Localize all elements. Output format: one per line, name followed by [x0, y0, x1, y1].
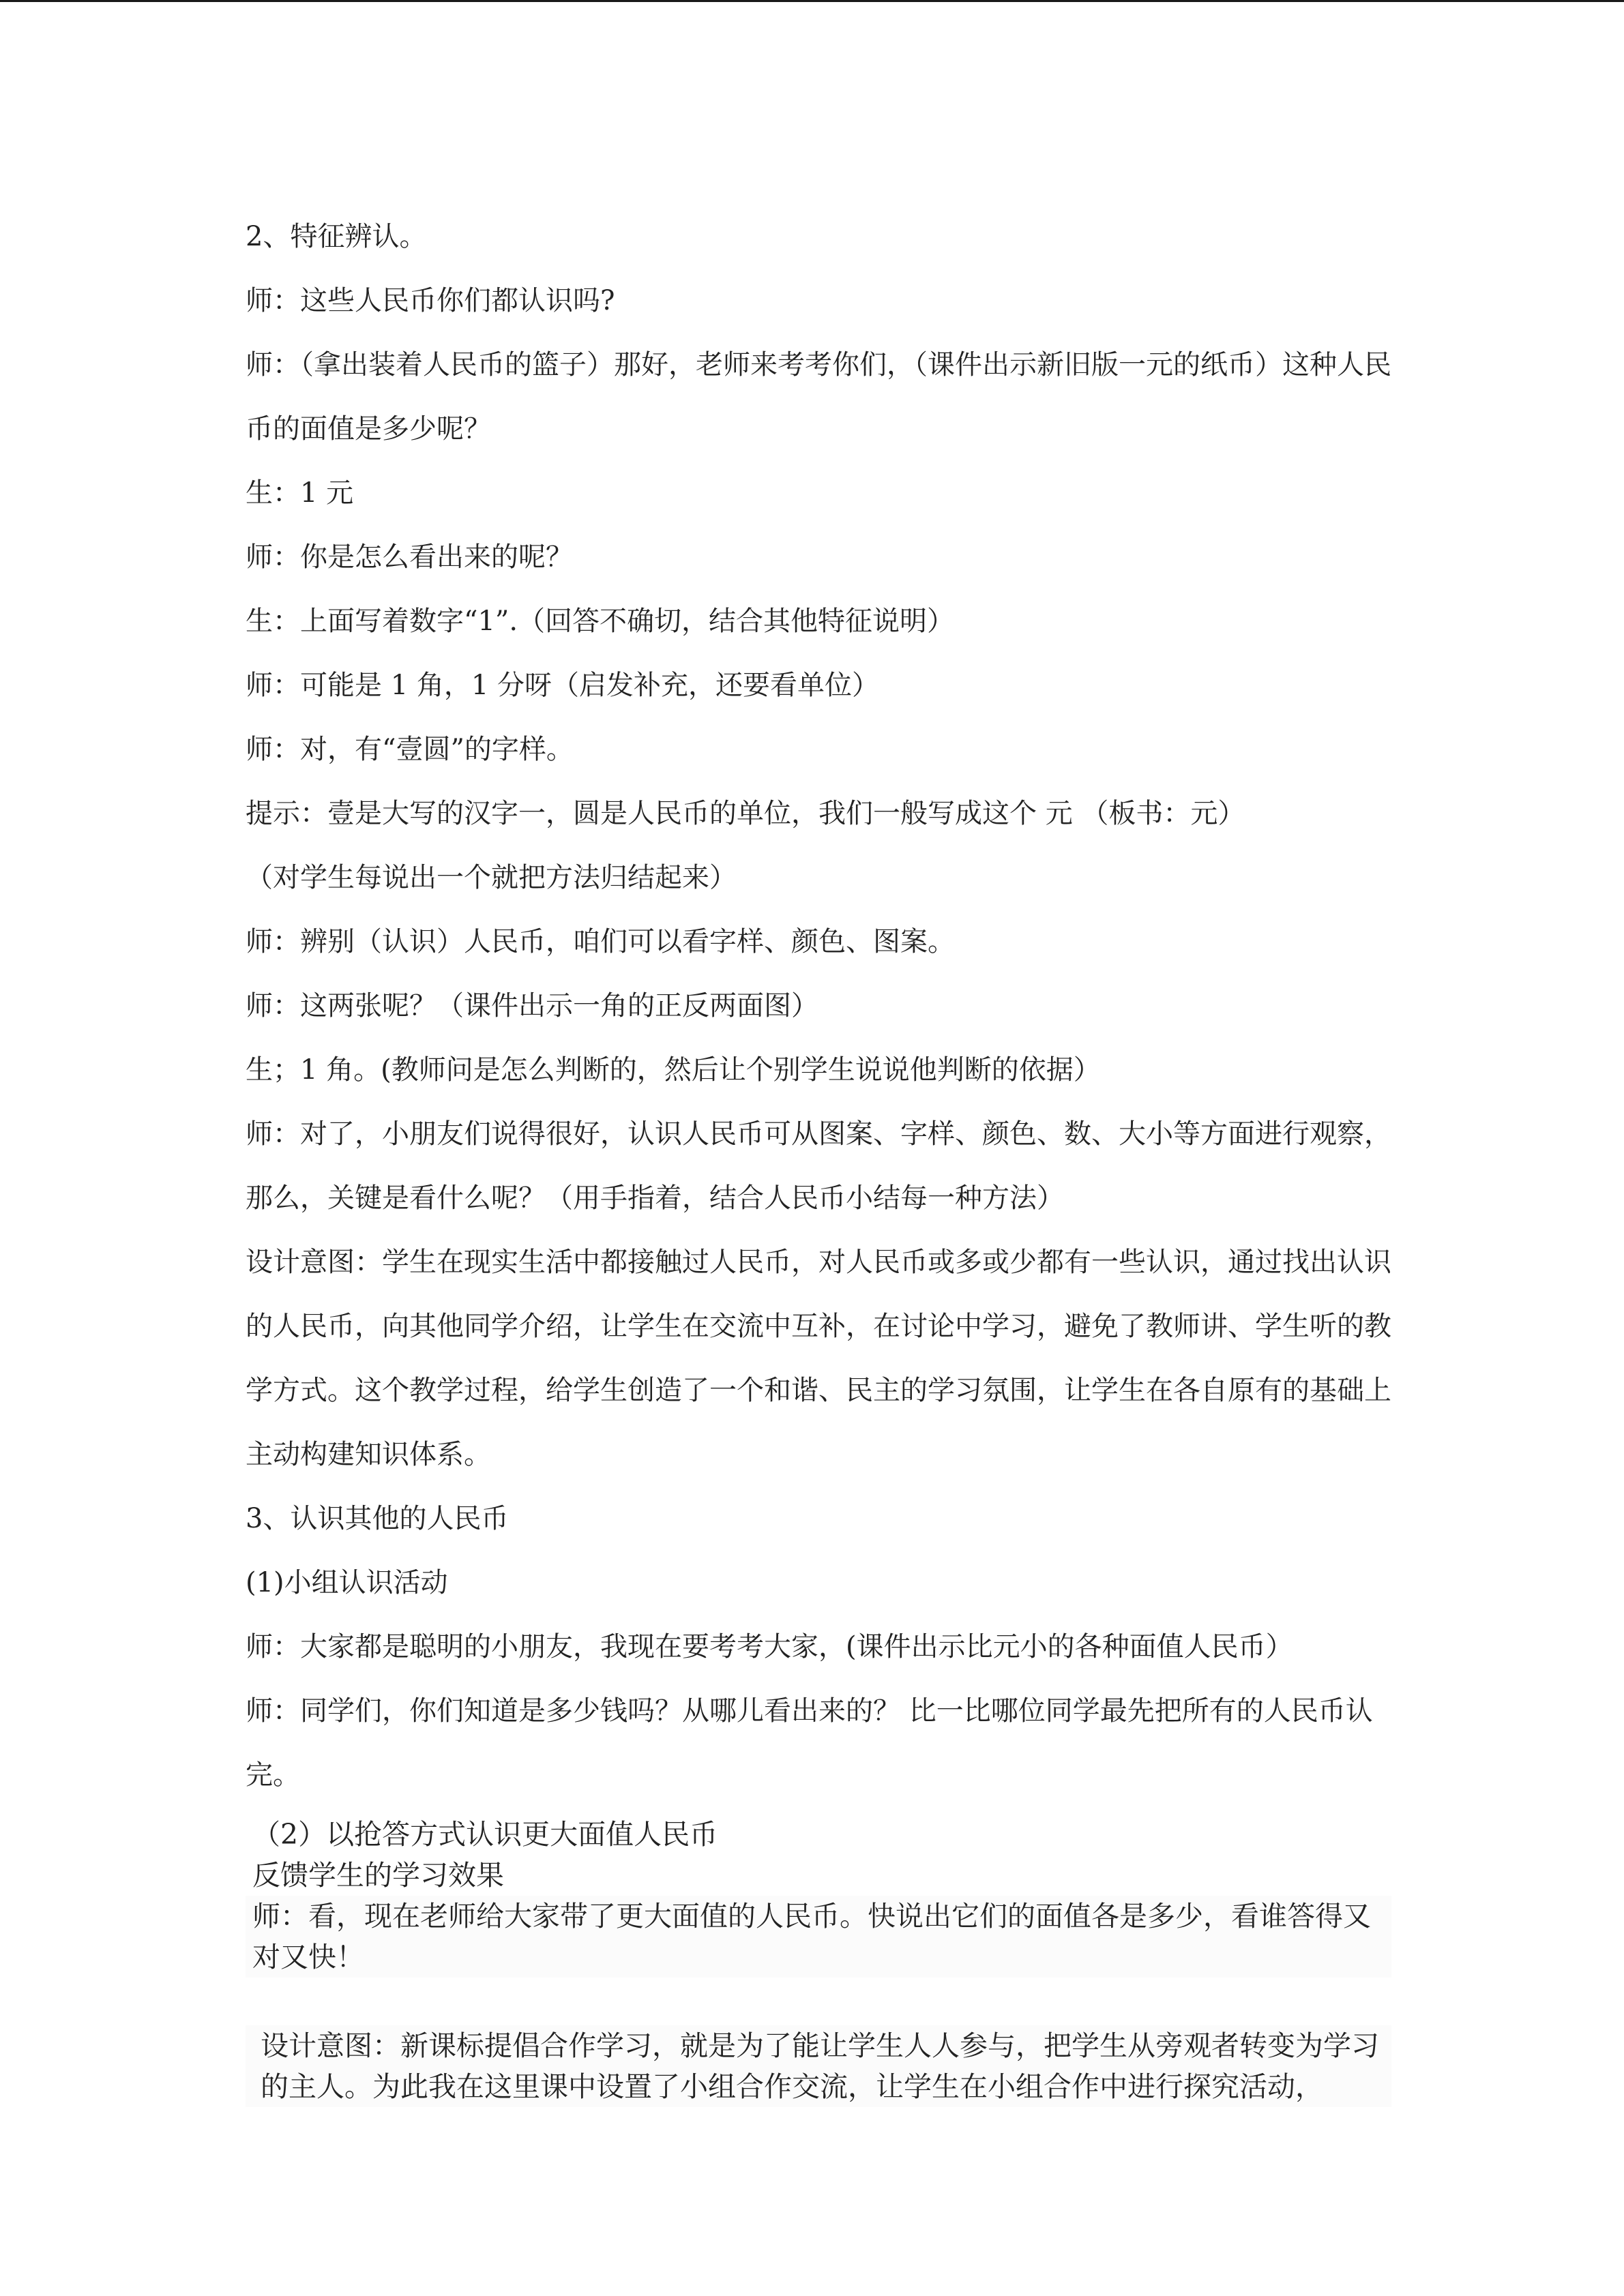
section-heading-feature-recognition: 2、特征辨认。 — [246, 221, 427, 252]
paragraph: 生；1 角。(教师问是怎么判断的，然后让个别学生说说他判断的依据） — [246, 1054, 1101, 1086]
paragraph: 师：同学们，你们知道是多少钱吗？从哪儿看出来的？ 比一比哪位同学最先把所有的人民币认完。 — [246, 1695, 1373, 1791]
paragraph: 师：你是怎么看出来的呢？ — [246, 541, 573, 573]
design-intent-paragraph: 设计意图：学生在现实生活中都接触过人民币，对人民币或多或少都有一些认识，通过找出认识的人民币，向其他同学介绍，让学生在交流中互补，在讨论中学习，避免了教师讲、学生听的教学方式。这个教学过程，给学生创造了一个和谐、民主的学习氛围，让学生在各自原有的基础上主动构建知识体系。 — [246, 1247, 1391, 1470]
paragraph: 师：可能是 1 角，1 分呀（启发补充，还要看单位） — [246, 670, 880, 701]
paragraph: 反馈学生的学习效果 — [252, 1859, 504, 1892]
paragraph: 师：对了，小朋友们说得很好，认识人民币可从图案、字样、颜色、数、大小等方面进行观察，那么，关键是看什么呢？（用手指着，结合人民币小结每一种方法） — [246, 1118, 1391, 1214]
paragraph-hint: 提示：壹是大写的汉字一，圆是人民币的单位，我们一般写成这个 元 （板书：元） — [246, 798, 1245, 829]
design-intent-paragraph: 设计意图：新课标提倡合作学习，就是为了能让学生人人参与，把学生从旁观者转变为学习的主人。为此我在这里课中设置了小组合作交流，让学生在小组合作中进行探究活动， — [246, 2025, 1391, 2107]
section-heading-other-currency: 3、认识其他的人民币 — [246, 1503, 509, 1534]
paragraph: 师：大家都是聪明的小朋友，我现在要考考大家，(课件出示比元小的各种面值人民币） — [246, 1631, 1293, 1663]
paragraph: 师：这两张呢？（课件出示一角的正反两面图） — [246, 990, 818, 1022]
paragraph: 师：（拿出装着人民币的篮子）那好，老师来考考你们，（课件出示新旧版一元的纸币）这种人民币的面值是多少呢？ — [246, 349, 1391, 445]
paragraph: 师：这些人民币你们都认识吗? — [246, 285, 615, 316]
subheading-group-activity: (1)小组认识活动 — [246, 1567, 448, 1598]
document-page — [246, 205, 1391, 2107]
paragraph: 师：辨别（认识）人民币，咱们可以看字样、颜色、图案。 — [246, 926, 955, 957]
subheading-quick-answer: （2）以抢答方式认识更大面值人民币 — [252, 1818, 718, 1851]
spacer — [246, 1807, 1391, 1814]
paragraph: 师：对，有“壹圆”的字样。 — [246, 734, 574, 765]
paragraph: 生：上面写着数字“1”.（回答不确切，结合其他特征说明） — [246, 606, 955, 637]
page-top-border — [0, 0, 1624, 2]
paragraph: 生：1 元 — [246, 477, 354, 509]
paragraph: （对学生每说出一个就把方法归结起来） — [246, 862, 737, 893]
spacer — [246, 1978, 1391, 2025]
paragraph: 师：看，现在老师给大家带了更大面值的人民币。快说出它们的面值各是多少，看谁答得又对又快！ — [246, 1896, 1391, 1978]
